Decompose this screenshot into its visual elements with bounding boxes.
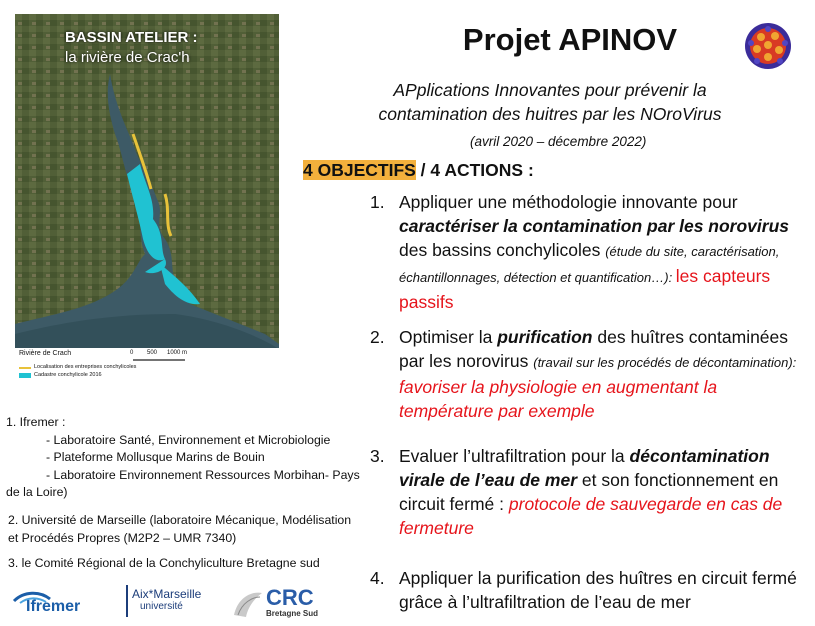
objective-text: des huîtres contaminées par les norovirus — [399, 327, 789, 371]
objective-4 — [370, 566, 810, 614]
objective-text: et son fonctionnement en circuit fermé : — [399, 470, 779, 514]
objective-text: Appliquer une méthodologie innovante pour — [399, 192, 738, 212]
scale-label-0: 0 — [130, 350, 134, 356]
objective-highlight: protocole de sauvegarde en cas de fermeture — [399, 494, 783, 538]
objective-text: Optimiser la — [399, 327, 498, 347]
partner-lab: - Laboratoire Environnement Ressources Morbihan- Pays — [46, 467, 360, 482]
objective-emphasis: purification — [497, 327, 593, 347]
objective-2 — [370, 325, 810, 423]
objective-emphasis: caractériser la contamination par les norovirus — [399, 216, 790, 236]
objective-emphasis: décontamination virale de l’eau de mer — [399, 446, 770, 490]
map-image — [15, 14, 279, 382]
map-title — [65, 28, 198, 68]
subtitle-line-1: APplications Innovantes pour prévenir la — [393, 80, 707, 100]
map-title-bold: BASSIN ATELIER : — [65, 29, 198, 46]
objective-text: des bassins conchylicoles — [399, 240, 606, 260]
objective-highlight: favoriser la physiologie en augmentant la température par exemple — [399, 377, 718, 421]
partners-crc: 3. le Comité Régional de la Conchyliculture Bretagne sud — [8, 556, 320, 570]
subtitle — [330, 78, 770, 126]
legend-item-companies: Localisation des entreprises conchylicoles — [34, 364, 137, 370]
amu-logo — [126, 585, 216, 621]
map-title-rest: la rivière de Crac'h — [65, 49, 190, 66]
objective-1 — [370, 190, 810, 314]
norovirus-icon — [743, 21, 793, 76]
partner-lab-cont: de la Loire) — [6, 485, 68, 499]
objective-text: Appliquer la purification des huîtres en circuit fermé grâce à l’ultrafiltration de l’eau de mer — [399, 568, 797, 612]
crc-logo-sub: Bretagne Sud — [266, 609, 319, 618]
partner-line: 2. Université de Marseille (laboratoire Mécanique, Modélisation — [8, 513, 352, 527]
partner-lab: - Plateforme Mollusque Marins de Bouin — [46, 450, 265, 464]
amu-logo-line-1: Aix*Marseille — [132, 587, 202, 601]
objective-highlight: les capteurs passifs — [399, 266, 771, 312]
objective-text: Evaluer l’ultrafiltration pour la — [399, 446, 630, 466]
legend-item-cadastre: Cadastre conchylicole 2016 — [34, 372, 102, 378]
objectifs-heading — [303, 160, 534, 181]
project-dates: (avril 2020 – décembre 2022) — [470, 134, 647, 149]
objective-detail: (travail sur les procédés de décontamination): — [533, 355, 797, 370]
objective-3 — [370, 444, 810, 540]
objective-number: 2. — [370, 327, 385, 347]
page-title: Projet APINOV — [462, 22, 678, 57]
objectifs-rest: / 4 ACTIONS : — [415, 160, 534, 180]
objective-number: 4. — [370, 568, 385, 588]
objective-number: 1. — [370, 192, 385, 212]
crc-logo — [232, 585, 322, 623]
scale-label-500: 500 — [147, 350, 158, 356]
ifremer-logo-text: Ifremer — [26, 598, 81, 615]
objective-number: 3. — [370, 446, 385, 466]
partner-line: et Procédés Propres (M2P2 – UMR 7340) — [8, 530, 237, 545]
partners-ifremer — [6, 414, 360, 502]
partners-marseille — [8, 512, 368, 547]
ifremer-logo — [10, 587, 96, 626]
amu-logo-line-2: université — [140, 601, 183, 612]
crc-logo-text: CRC — [266, 585, 314, 610]
scale-label-1000: 1000 m — [167, 350, 188, 356]
objective-detail: (étude du site, caractérisation, échantillonnages, détection et quantification…): — [399, 244, 780, 285]
subtitle-line-2: contamination des huitres par les NOroVirus — [378, 104, 722, 124]
legend-title: Rivière de Crach — [19, 350, 72, 357]
objectifs-highlight: 4 OBJECTIFS — [303, 160, 416, 180]
partner-heading: 1. Ifremer : — [6, 415, 66, 429]
satellite-map — [15, 14, 279, 382]
partner-lab: - Laboratoire Santé, Environnement et Microbiologie — [46, 432, 331, 447]
